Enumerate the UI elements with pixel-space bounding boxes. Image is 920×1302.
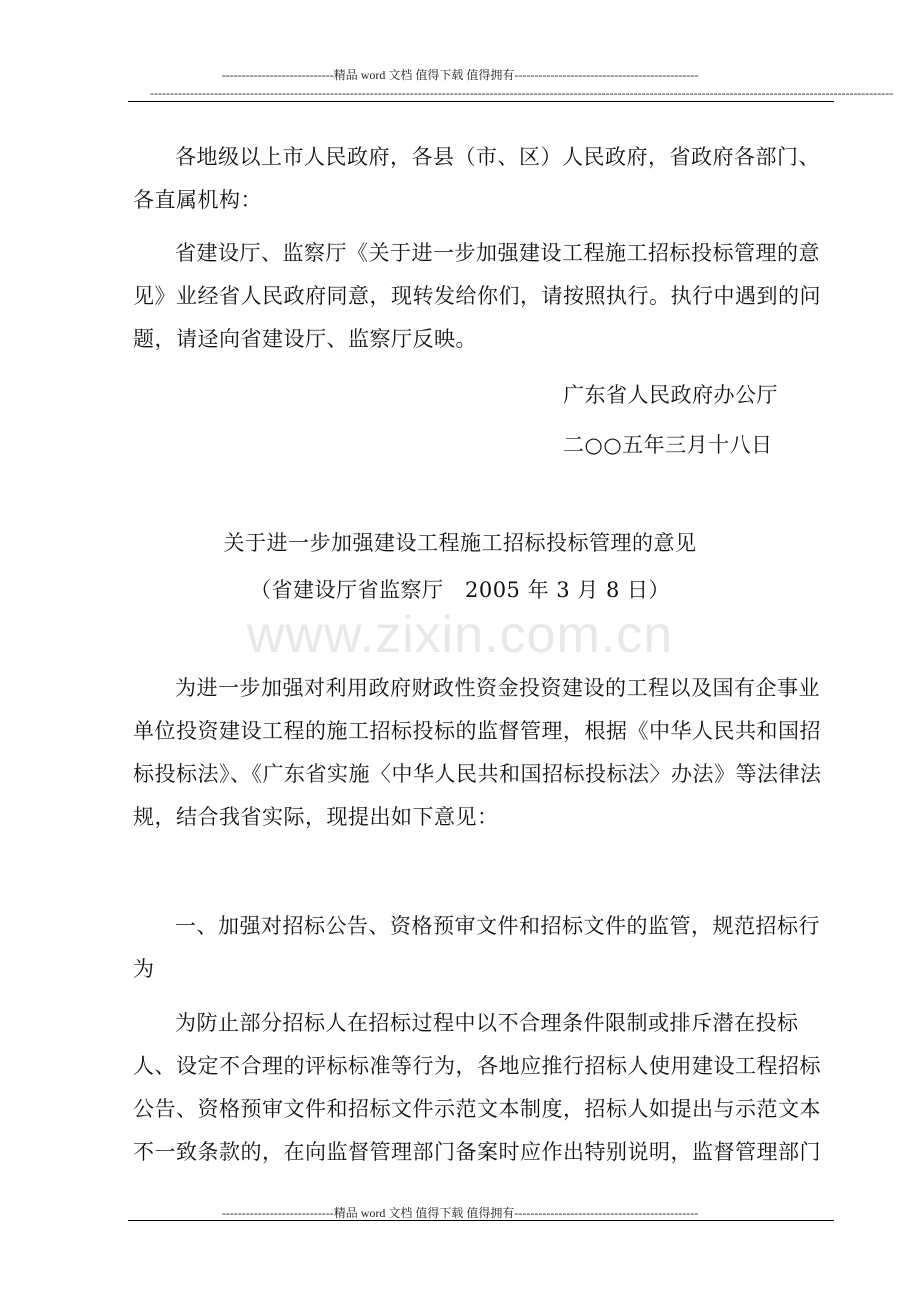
header-dashes: ------------------------------------------------------------------------------------------------------------------------------------------------------------------------------------------ bbox=[150, 86, 894, 100]
notice-date: 二○○五年三月十八日 bbox=[563, 433, 773, 457]
opinion-intro: 为进一步加强对利用政府财政性资金投资建设的工程以及国有企事业单位投资建设工程的施工招标投标的监督管理，根据《中华人民共和国招标投标法》、《广东省实施〈中华人民共和国招标投标法〉办法》等法律法规，结合我省实际，现提出如下意见： bbox=[133, 676, 822, 829]
opinion-title: 关于进一步加强建设工程施工招标投标管理的意见 bbox=[223, 531, 697, 555]
footer-rule bbox=[128, 1220, 834, 1221]
notice-issuer: 广东省人民政府办公厅 bbox=[563, 383, 778, 407]
opinion-subtitle: （省建设厅省监察厅 2005 年 3 月 8 日） bbox=[249, 578, 671, 602]
notice-body: 省建设厅、监察厅《关于进一步加强建设工程施工招标投标管理的意见》业经省人民政府同意，现转发给你们，请按照执行。执行中遇到的问题，请迳向省建设厅、监察厅反映。 bbox=[133, 241, 821, 351]
footer-banner: ----------------------------精品 word 文档 值得下载 值得拥有---------------------------------------------- bbox=[221, 1206, 699, 1220]
section-heading: 一、加强对招标公告、资格预审文件和招标文件的监管，规范招标行为 bbox=[133, 914, 820, 981]
header-banner: ----------------------------精品 word 文档 值得下载 值得拥有---------------------------------------------- bbox=[221, 68, 699, 82]
header-rule bbox=[128, 101, 834, 102]
notice-addressee: 各地级以上市人民政府，各县（市、区）人民政府，省政府各部门、各直属机构： bbox=[133, 145, 820, 212]
section-body: 为防止部分招标人在招标过程中以不合理条件限制或排斥潜在投标人、设定不合理的评标标准等行为，各地应推行招标人使用建设工程招标公告、资格预审文件和招标文件示范文本制度，招标人如提出与示范文本不一致条款的，在向监督管理部门备案时应作出特别说明，监督管理部门 bbox=[133, 1011, 821, 1164]
watermark: www.zixin.com.cn bbox=[246, 606, 674, 664]
